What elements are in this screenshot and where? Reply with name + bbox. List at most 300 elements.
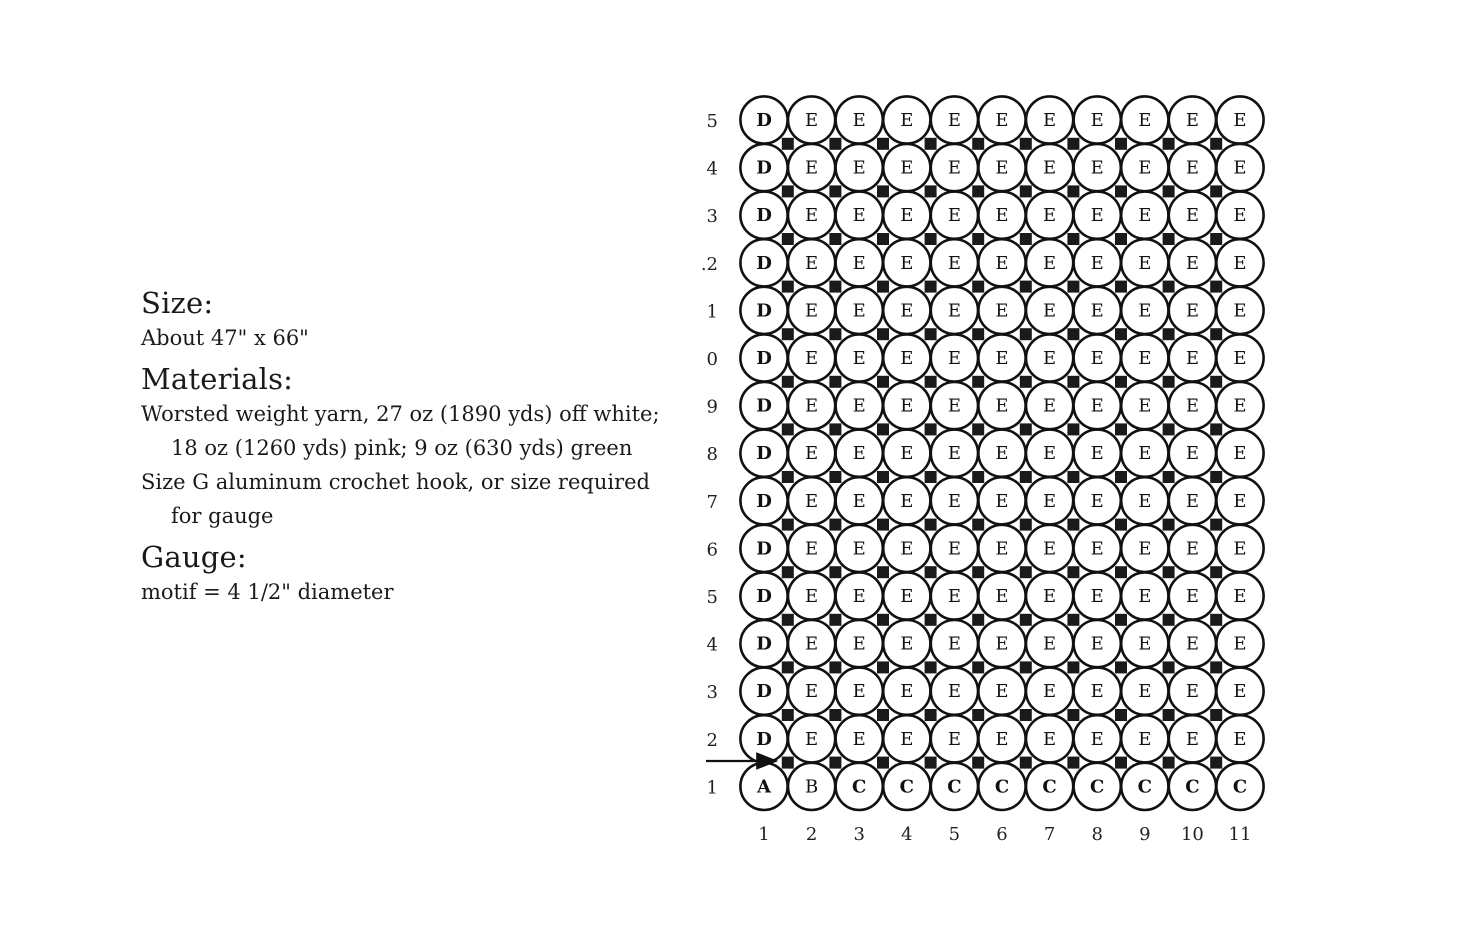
motif-cell [1169, 525, 1216, 572]
motif-letter: E [1090, 110, 1104, 131]
motif-cell [836, 96, 883, 143]
join-motif [1163, 614, 1175, 626]
motif-letter: E [852, 633, 866, 655]
motif-cell [740, 715, 787, 762]
motif-cell [978, 287, 1025, 334]
motif-cell [836, 192, 883, 239]
motif-cell [1169, 620, 1216, 667]
motif-letter: E [995, 586, 1009, 607]
row-label: 5 [706, 111, 718, 132]
motif-letter: E [1185, 586, 1199, 607]
motif-letter: C [1090, 776, 1105, 798]
motif-letter: E [1185, 348, 1199, 369]
join-motif [877, 423, 889, 435]
motif-cell [740, 287, 787, 334]
motif-cell [931, 477, 978, 524]
join-motif [1115, 709, 1127, 721]
materials-line-1: Worsted weight yarn, 27 oz (1890 yds) off white; [141, 402, 660, 426]
motif-letter: E [900, 395, 914, 417]
join-motif [1210, 661, 1222, 673]
size-text: About 47" x 66" [141, 326, 309, 350]
motif-letter: E [1233, 110, 1247, 131]
motif-letter: C [852, 776, 867, 798]
motif-letter: E [900, 300, 914, 322]
join-motif [1020, 376, 1032, 388]
motif-cell [836, 715, 883, 762]
motif-cell [1026, 763, 1073, 810]
motif-cell [978, 430, 1025, 477]
motif-letter: E [805, 348, 819, 369]
motif-cell [788, 144, 835, 191]
column-label: 7 [1043, 824, 1056, 845]
motif-cell [836, 430, 883, 477]
motif-letter: E [1043, 538, 1057, 560]
join-motif [1210, 423, 1222, 435]
motif-letter: E [805, 586, 819, 607]
row-label: 7 [706, 491, 718, 513]
motif-letter: E [947, 395, 961, 417]
motif-cell [1026, 96, 1073, 143]
motif-cell [931, 715, 978, 762]
motif-letter: E [1043, 633, 1057, 655]
motif-letter: E [1138, 538, 1152, 560]
join-motif [829, 519, 841, 531]
motif-letter: E [1233, 490, 1247, 512]
motif-letter: E [1185, 395, 1199, 417]
motif-cell [1026, 477, 1073, 524]
motif-cell [978, 763, 1025, 810]
join-motif [829, 661, 841, 673]
motif-letter: E [1233, 300, 1247, 322]
motif-letter: E [852, 490, 866, 512]
row-label: 1 [706, 777, 718, 799]
motif-cell [883, 287, 930, 334]
motif-cell [1074, 525, 1121, 572]
join-motif [1163, 757, 1175, 769]
motif-letter: E [900, 538, 914, 560]
join-motif [1163, 328, 1175, 340]
join-motif [1115, 566, 1127, 578]
motif-letter: E [1138, 443, 1152, 465]
motif-cell [978, 620, 1025, 667]
join-motif [877, 709, 889, 721]
motif-letter: E [1043, 443, 1057, 465]
motif-cell [883, 382, 930, 429]
join-motif [925, 614, 937, 626]
join-motif [877, 328, 889, 340]
motif-letter: E [1090, 633, 1104, 655]
motif-cell [883, 525, 930, 572]
join-motif [782, 138, 794, 150]
join-motif [972, 138, 984, 150]
motif-letter: E [1043, 110, 1057, 131]
join-motif [1067, 614, 1079, 626]
motif-letter: E [947, 300, 961, 322]
motif-cell [1026, 382, 1073, 429]
motif-letter: E [805, 157, 819, 179]
join-motif [1163, 376, 1175, 388]
join-motif [1020, 757, 1032, 769]
join-motif [1163, 471, 1175, 483]
motif-letter: E [1138, 395, 1152, 417]
row-labels [701, 111, 718, 798]
motif-cell [740, 334, 787, 381]
motif-cell [1216, 334, 1263, 381]
motif-letter: E [995, 538, 1009, 560]
row-label: 6 [706, 539, 718, 561]
motif-cell [883, 668, 930, 715]
motif-letter: E [1043, 205, 1057, 227]
motif-cell [978, 96, 1025, 143]
join-motif [1210, 471, 1222, 483]
motif-letter: E [852, 443, 866, 465]
motif-letter: E [1043, 395, 1057, 417]
join-motif [1067, 423, 1079, 435]
motif-letter: E [805, 490, 819, 512]
motif-cell [1216, 192, 1263, 239]
motif-letter: E [900, 110, 914, 131]
join-motif [1020, 233, 1032, 245]
motif-cell [931, 144, 978, 191]
motif-cell [788, 334, 835, 381]
row-label: 0 [706, 349, 718, 370]
motif-cell [1074, 477, 1121, 524]
join-motif [829, 614, 841, 626]
join-motif [1163, 709, 1175, 721]
join-motif [782, 471, 794, 483]
join-motif [782, 233, 794, 245]
motif-letter: E [995, 348, 1009, 369]
motif-letter: D [756, 681, 772, 703]
motif-cell [1026, 334, 1073, 381]
join-motif [1115, 138, 1127, 150]
join-motif [1067, 709, 1079, 721]
motif-cell [978, 192, 1025, 239]
join-motif [1067, 519, 1079, 531]
column-label: 1 [758, 824, 770, 845]
motif-cell [1121, 430, 1168, 477]
motif-cell [836, 382, 883, 429]
motif-cell [1121, 239, 1168, 286]
motif-cell [1074, 382, 1121, 429]
motif-letter: D [756, 157, 772, 179]
motif-cell [883, 430, 930, 477]
motif-cell [1169, 382, 1216, 429]
motif-cell [740, 144, 787, 191]
motif-letter: D [756, 110, 772, 131]
motif-cell [931, 668, 978, 715]
motif-letter: E [995, 157, 1009, 179]
motif-cell [1074, 430, 1121, 477]
row-label: 8 [706, 444, 718, 466]
motif-cell [1121, 477, 1168, 524]
motif-cell [740, 430, 787, 477]
join-motif [877, 757, 889, 769]
motif-letter: E [995, 681, 1009, 703]
join-motif [1210, 185, 1222, 197]
motif-cell [1074, 96, 1121, 143]
motif-cell [836, 525, 883, 572]
motif-cell [1121, 192, 1168, 239]
motif-cell [883, 96, 930, 143]
motif-cell [1074, 668, 1121, 715]
row-label: .2 [700, 253, 718, 275]
motif-cell [931, 192, 978, 239]
motif-letter: E [1185, 157, 1199, 179]
motif-cell [740, 668, 787, 715]
motif-letter: E [1185, 490, 1199, 512]
motif-cell [883, 620, 930, 667]
motif-cell [836, 620, 883, 667]
join-motif [782, 757, 794, 769]
join-motif [829, 757, 841, 769]
motif-letter: E [805, 538, 819, 560]
join-motif [1067, 566, 1079, 578]
motif-cell [1169, 668, 1216, 715]
motif-letter: E [995, 205, 1009, 227]
join-motif [829, 233, 841, 245]
motif-cell [788, 96, 835, 143]
motif-cell [740, 620, 787, 667]
motif-cell [1169, 287, 1216, 334]
join-motif [829, 709, 841, 721]
motif-letter: E [1138, 728, 1152, 750]
join-motif [782, 614, 794, 626]
join-motif [925, 566, 937, 578]
motif-cell [788, 620, 835, 667]
join-motif [925, 185, 937, 197]
motif-letter: E [1185, 443, 1199, 465]
join-motif [1115, 519, 1127, 531]
join-motif [972, 709, 984, 721]
join-motif [972, 185, 984, 197]
motif-cell [1026, 525, 1073, 572]
join-motif [925, 423, 937, 435]
motif-letter: E [852, 586, 866, 607]
join-motif [877, 471, 889, 483]
motif-letter: E [995, 110, 1009, 131]
join-motif [877, 376, 889, 388]
motif-cell [1121, 144, 1168, 191]
motif-cell [836, 572, 883, 619]
join-motif [1163, 566, 1175, 578]
join-motif [1210, 281, 1222, 293]
motif-letter: E [1090, 586, 1104, 607]
motif-letter: E [852, 205, 866, 227]
motif-cell [978, 239, 1025, 286]
join-motif [972, 661, 984, 673]
motif-letter: E [900, 728, 914, 750]
gauge-heading: Gauge: [141, 540, 247, 574]
motif-letter: C [994, 776, 1010, 798]
join-motif [877, 281, 889, 293]
motif-cell [1169, 96, 1216, 143]
join-motif [1067, 376, 1079, 388]
motif-cell [788, 287, 835, 334]
motif-cell [788, 239, 835, 286]
motif-cell [740, 763, 787, 810]
join-motif [1163, 281, 1175, 293]
motif-letter: E [1043, 586, 1057, 607]
motif-cell [1169, 334, 1216, 381]
motif-letter: E [1138, 110, 1152, 131]
motif-letter: D [756, 348, 772, 369]
motif-letter: E [852, 728, 866, 750]
motif-cell [1121, 382, 1168, 429]
motif-letter: E [1233, 348, 1247, 369]
join-motif [1115, 614, 1127, 626]
motif-letter: E [900, 633, 914, 655]
join-motif [782, 519, 794, 531]
join-motif [1067, 471, 1079, 483]
join-motif [1210, 328, 1222, 340]
join-motif [782, 423, 794, 435]
motif-cell [1074, 572, 1121, 619]
join-motif [782, 709, 794, 721]
join-motif [1115, 757, 1127, 769]
motif-cell [1216, 763, 1263, 810]
materials-line-2: 18 oz (1260 yds) pink; 9 oz (630 yds) green [171, 436, 633, 460]
join-motif [1067, 661, 1079, 673]
join-motif [782, 185, 794, 197]
row-label: 4 [706, 634, 718, 656]
join-motif [1115, 376, 1127, 388]
join-motif [1020, 709, 1032, 721]
motif-cell [1026, 144, 1073, 191]
motif-letter: D [756, 205, 772, 227]
motif-cell [1026, 239, 1073, 286]
motif-letter: E [947, 586, 961, 607]
join-motif [1115, 661, 1127, 673]
motif-letter: E [1138, 157, 1152, 179]
join-motif [972, 281, 984, 293]
join-motif [782, 376, 794, 388]
motif-cell [836, 144, 883, 191]
motif-cell [740, 525, 787, 572]
motif-cell [1121, 572, 1168, 619]
motif-letter: E [900, 443, 914, 465]
join-motif [1020, 281, 1032, 293]
join-motif [1067, 281, 1079, 293]
motif-letter: E [1185, 300, 1199, 322]
motif-cell [1169, 477, 1216, 524]
motif-letter: E [947, 681, 961, 703]
join-motif [829, 376, 841, 388]
join-motif [1115, 328, 1127, 340]
join-motif [782, 328, 794, 340]
motif-letter: E [1233, 443, 1247, 465]
motif-cell [931, 287, 978, 334]
join-motif [1163, 661, 1175, 673]
motif-cell [788, 763, 835, 810]
motif-letter: E [1185, 728, 1199, 750]
motif-letter: E [1090, 252, 1104, 274]
motif-letter: E [900, 348, 914, 369]
motif-cell [883, 763, 930, 810]
column-label: 10 [1180, 824, 1204, 845]
join-motif [925, 709, 937, 721]
motif-letter: E [1233, 586, 1247, 607]
join-motif [925, 376, 937, 388]
join-motif [877, 138, 889, 150]
join-motif [972, 471, 984, 483]
motif-letter: E [947, 633, 961, 655]
column-label: 8 [1091, 824, 1103, 845]
motif-letter: E [995, 395, 1009, 417]
motif-cell [1216, 477, 1263, 524]
motif-cell [1169, 239, 1216, 286]
motif-cell [788, 430, 835, 477]
column-labels [758, 824, 1251, 845]
join-motif [1210, 233, 1222, 245]
join-motif [782, 661, 794, 673]
join-motif [1067, 328, 1079, 340]
motif-cell [1074, 620, 1121, 667]
motif-cell [883, 144, 930, 191]
motif-cell [1216, 668, 1263, 715]
join-motif [1163, 138, 1175, 150]
column-label: 9 [1139, 824, 1151, 845]
join-motif [925, 328, 937, 340]
join-motif [1163, 423, 1175, 435]
motif-cell [1121, 287, 1168, 334]
motif-letter: E [1185, 205, 1199, 227]
motif-cell [1216, 715, 1263, 762]
motif-letter: E [900, 252, 914, 274]
motif-letter: E [1138, 586, 1152, 607]
join-motif [1163, 185, 1175, 197]
motif-letter: D [756, 538, 772, 560]
join-motif [877, 233, 889, 245]
join-motif [972, 423, 984, 435]
motif-letter: E [1043, 300, 1057, 322]
join-motif [1210, 519, 1222, 531]
join-motif [925, 138, 937, 150]
motif-cell [1074, 287, 1121, 334]
motif-cell [1026, 620, 1073, 667]
motif-letter: C [1185, 776, 1200, 798]
motif-cell [1216, 239, 1263, 286]
row-label: 4 [706, 158, 718, 180]
join-motif [1067, 757, 1079, 769]
motif-letter: E [1090, 300, 1104, 322]
motif-cell [836, 287, 883, 334]
join-motif [1115, 281, 1127, 293]
motif-letter: E [947, 157, 961, 179]
motif-cell [883, 334, 930, 381]
motif-letter: E [900, 681, 914, 703]
motif-letter: D [756, 490, 772, 512]
join-motif [1020, 661, 1032, 673]
motif-letter: E [900, 490, 914, 512]
motif-letter: E [1090, 348, 1104, 369]
join-motif [1115, 471, 1127, 483]
row-label: 2 [706, 729, 718, 751]
motif-letter: E [852, 252, 866, 274]
motif-cell [883, 715, 930, 762]
motif-cell [931, 430, 978, 477]
motif-cell [1216, 382, 1263, 429]
motif-cell [1074, 192, 1121, 239]
join-motif [1020, 328, 1032, 340]
motif-letter: E [995, 300, 1009, 322]
motif-cell [788, 668, 835, 715]
join-motif [829, 423, 841, 435]
motif-letter: E [1185, 633, 1199, 655]
motif-cell [931, 382, 978, 429]
motif-letter: E [900, 157, 914, 179]
motif-letter: E [1138, 205, 1152, 227]
